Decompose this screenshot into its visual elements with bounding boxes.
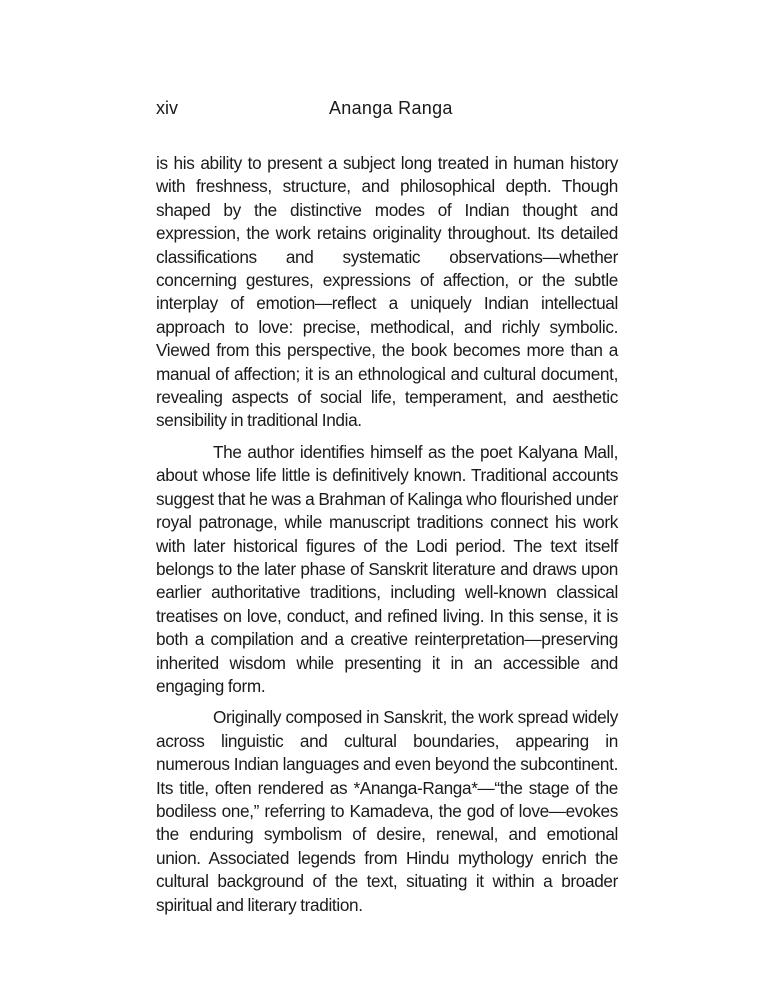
paragraph-3: Originally composed in Sanskrit, the work spread widely across linguistic and cultural boundaries, appearing in numerous Indian languages and even beyond the subcontinent. Its title, often rendered as *Ananga-Ranga*—“the stage of the bodiless one,” referring to Kamadeva, the god of love—evokes the enduring symbolism of desire, renewal, and emotional union. Associated legends from Hindu mythology enrich the cultural background of the text, situating it within a broader spiritual and literary tradition.	[156, 707, 618, 915]
running-title: Ananga Ranga	[329, 98, 453, 118]
paragraph-1: is his ability to present a subject long treated in human history with freshness, structure, and philosophical depth. Though shaped by the distinctive modes of Indian thought and expression, the work retains originality throughout. Its detailed classifications and systematic observations—whether concerning gestures, expressions of affection, or the subtle interplay of emotion—reflect a uniquely Indian intellectual approach to love: precise, methodical, and richly symbolic. Viewed from this perspective, the book becomes more than a manual of affection; it is an ethnological and cultural document, revealing aspects of social life, temperament, and aesthetic sensibility in traditional India.	[156, 153, 618, 431]
body-text	[156, 152, 618, 925]
running-head	[156, 98, 618, 122]
paragraph-2: The author identifies himself as the poet Kalyana Mall, about whose life little is definitively known. Traditional accounts suggest that he was a Brahman of Kalinga who flourished under royal patronage, while manuscript traditions connect his work with later historical figures of the Lodi period. The text itself belongs to the later phase of Sanskrit literature and draws upon earlier authoritative traditions, including well-known classical treatises on love, conduct, and refined living. In this sense, it is both a compilation and a creative reinterpretation—preserving inherited wisdom while presenting it in an accessible and engaging form.	[156, 441, 618, 696]
page-number: xiv	[156, 98, 178, 118]
